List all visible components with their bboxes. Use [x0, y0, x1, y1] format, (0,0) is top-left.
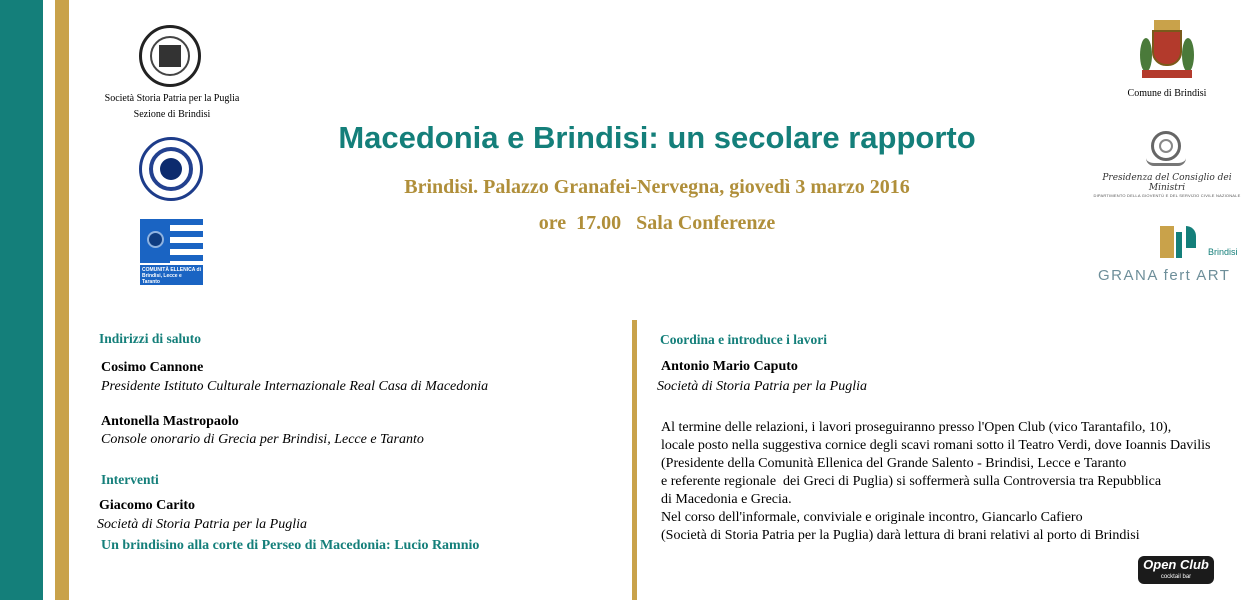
left-teal-band [0, 0, 43, 600]
talks-heading: Interventi [101, 472, 159, 487]
presidenza-caption [1092, 173, 1242, 198]
comunita-ellenica-logo [140, 219, 203, 285]
closing-note: Al termine delle relazioni, i lavori proseguiranno presso l'Open Club (vico Tarantafilo, 10), locale posto nella suggestiva cornice degli scavi romani sotto il Teatro Verdi, dove Ioannis Davilis (Presidente della Comunità Ellenica del Grande Salento - Brindisi, Lecce e Taranto e referente regionale dei Greci di Puglia) si soffermerà sulla Controversia tra Repubblica di Macedonia e Grecia. Nel corso dell'informale, conviviale e originale incontro, Giancarlo Cafiero (Società di Storia Patria per la Puglia) darà lettura di brani relativi al porto di Brindisi [661, 420, 1211, 543]
society-caption-2: Sezione di Brindisi [133, 109, 211, 120]
talk-speaker-name: Giacomo Carito [99, 498, 196, 513]
speaker-name: Cosimo Cannone [101, 360, 204, 375]
speaker-role: Console onorario di Grecia per Brindisi, Lecce e Taranto [101, 432, 424, 447]
presidenza-line-1: Presidenza del Consiglio dei Ministri [1102, 173, 1232, 193]
open-club-tagline: cocktail bar [1160, 574, 1192, 580]
open-club-name: Open Club [1143, 557, 1209, 572]
speaker-role: Presidente Istituto Culturale Internazionale Real Casa di Macedonia [101, 379, 489, 394]
left-gold-band [55, 0, 69, 600]
talk-title: Un brindisino alla corte di Perseo di Macedonia: Lucio Ramnio [101, 538, 480, 553]
moderator-heading: Coordina e introduce i lavori [660, 332, 827, 347]
column-divider [632, 320, 637, 600]
granafert-subtitle: Brindisi [1208, 247, 1238, 257]
moderator-name: Antonio Mario Caputo [661, 359, 798, 374]
society-caption-1: Società Storia Patria per la Puglia [104, 93, 240, 104]
speaker-name: Antonella Mastropaolo [101, 414, 239, 429]
granafert-wordmark: GRANA fert ART [1098, 267, 1231, 284]
society-seal-logo [139, 25, 201, 87]
granafert-logo-mark [1158, 224, 1202, 260]
italian-emblem-logo [1144, 128, 1188, 172]
event-time-room: ore 17.00 Sala Conferenze [538, 212, 776, 234]
talk-speaker-role: Società di Storia Patria per la Puglia [97, 517, 307, 532]
event-title: Macedonia e Brindisi: un secolare rapporto [338, 120, 976, 155]
moderator-role: Società di Storia Patria per la Puglia [657, 379, 867, 394]
open-club-logo [1138, 556, 1214, 584]
hellenic-caption: COMUNITÀ ELLENICA di Brindisi, Lecce e Taranto [140, 265, 203, 285]
greetings-heading: Indirizzi di saluto [99, 331, 202, 346]
presidenza-line-2: DIPARTIMENTO DELLA GIOVENTÙ E DEL SERVIZIO CIVILE NAZIONALE [1093, 193, 1241, 198]
comune-crest-logo [1136, 20, 1198, 82]
event-date-venue: Brindisi. Palazzo Granafei-Nervegna, giovedì 3 marzo 2016 [404, 176, 910, 198]
institute-seal-logo [139, 137, 203, 201]
comune-caption: Comune di Brindisi [1127, 88, 1207, 99]
